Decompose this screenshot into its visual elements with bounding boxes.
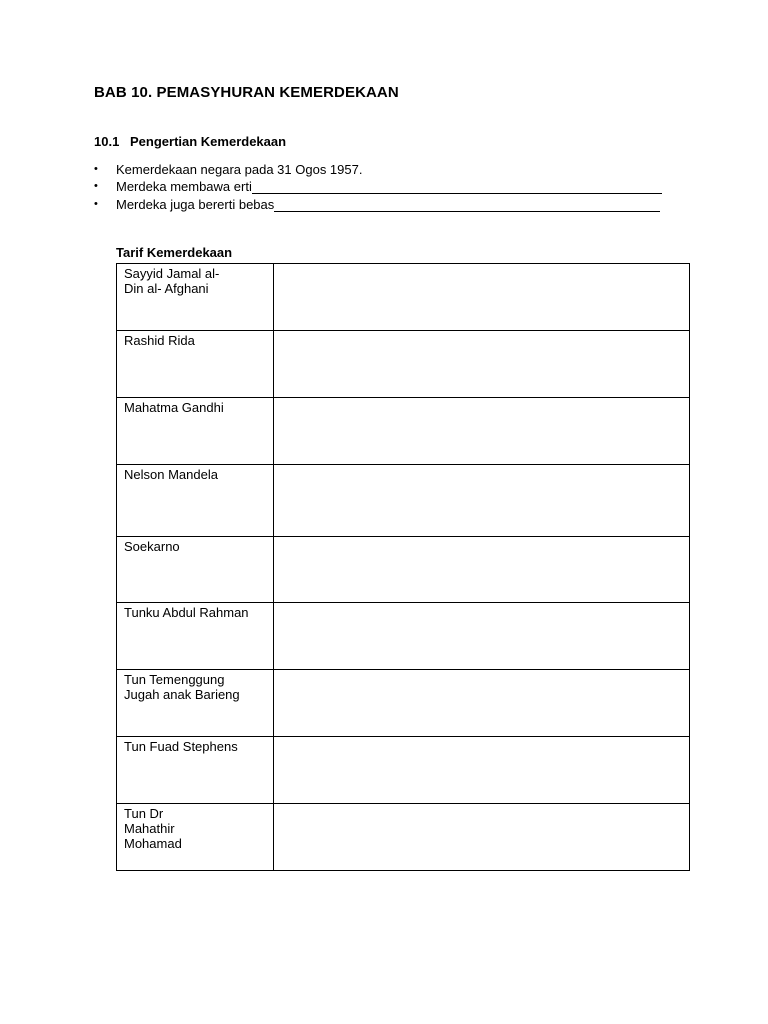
figure-name-cell [117,398,274,465]
figure-name-cell [117,603,274,670]
figure-name-cell [117,264,274,331]
figure-name-cell [117,804,274,871]
table-caption: Tarif Kemerdekaan [116,245,233,260]
figure-name-line: Tun Fuad Stephens [124,739,238,754]
figure-name-line: Din al- Afghani [124,281,209,296]
answer-cell[interactable] [274,737,690,804]
fill-in-blank-line[interactable] [274,198,660,212]
section-number: 10.1 [94,134,120,149]
table-row [117,670,690,737]
bullet-list [94,160,662,213]
table-row [117,331,690,398]
answer-cell[interactable] [274,603,690,670]
answer-cell[interactable] [274,331,690,398]
figure-name-cell [117,737,274,804]
answer-cell[interactable] [274,398,690,465]
figure-name-line: Mohamad [124,836,182,851]
figure-name-line: Soekarno [124,539,180,554]
figure-name-line: Mahathir [124,821,175,836]
answer-cell[interactable] [274,670,690,737]
bullet-item [94,178,662,196]
bullet-icon: • [94,197,98,210]
table-row [117,264,690,331]
figure-name-cell [117,537,274,603]
table-row [117,465,690,537]
table-row [117,737,690,804]
figure-name-line: Nelson Mandela [124,467,218,482]
table-row [117,603,690,670]
bullet-icon: • [94,180,98,192]
answer-cell[interactable] [274,264,690,331]
bullet-text: Kemerdekaan negara pada 31 Ogos 1957. [116,161,363,177]
figure-name-line: Sayyid Jamal al- [124,266,220,281]
figure-name-cell [117,465,274,537]
answer-cell[interactable] [274,804,690,871]
figure-name-line: Tun Dr [124,806,164,821]
table-row [117,398,690,465]
bullet-icon: • [94,162,98,175]
chapter-title: BAB 10. PEMASYHURAN KEMERDEKAAN [94,84,399,101]
answer-cell[interactable] [274,537,690,603]
fill-in-blank-line[interactable] [252,180,662,194]
bullet-item [94,195,662,213]
bullet-text: Merdeka juga bererti bebas [116,196,275,212]
figure-name-cell [117,331,274,398]
answer-cell[interactable] [274,465,690,537]
bullet-text: Merdeka membawa erti [116,179,252,194]
figure-name-line: Mahatma Gandhi [124,400,224,415]
figure-name-line: Rashid Rida [124,333,195,348]
section-heading [94,134,286,149]
figure-name-line: Tunku Abdul Rahman [124,605,249,620]
table-row [117,804,690,871]
figure-name-cell [117,670,274,737]
bullet-item [94,160,662,178]
figure-name-line: Jugah anak Barieng [124,687,240,702]
section-title: Pengertian Kemerdekaan [130,134,287,149]
figure-name-line: Tun Temenggung [124,672,225,687]
table-row [117,537,690,603]
tarif-table [116,263,690,871]
